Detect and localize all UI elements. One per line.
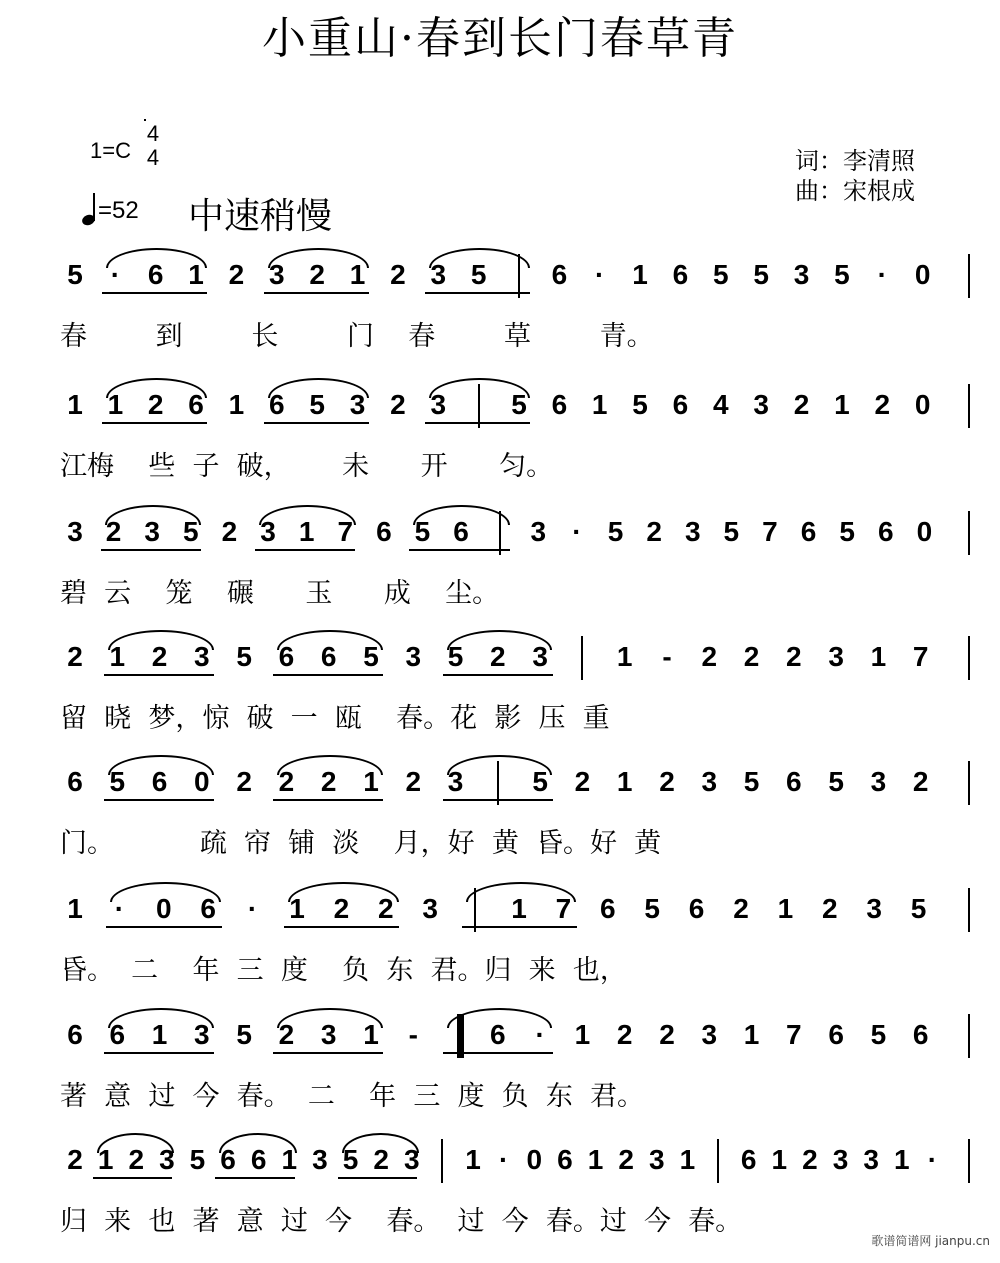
note: 5: [447, 641, 464, 672]
note: 2: [616, 1019, 633, 1050]
note: 6: [877, 516, 894, 547]
beam-line: [273, 799, 383, 801]
note: 2: [701, 641, 718, 672]
note: 3: [194, 641, 210, 672]
tempo-marking: [82, 195, 139, 225]
beam-line: [273, 1052, 383, 1054]
note: 5: [713, 259, 729, 290]
lyrics-line: 著 意 过 今 春。 二 年 三 度 负 东 君。: [60, 1081, 644, 1112]
note: 1: [870, 641, 887, 672]
note: 6: [800, 516, 817, 547]
note: 2: [151, 641, 168, 672]
note: 2: [574, 766, 591, 797]
note: 3: [269, 259, 285, 290]
slur: [106, 378, 207, 398]
note: 6: [67, 766, 83, 797]
note: ·: [877, 259, 887, 290]
note: 6: [672, 259, 689, 290]
note: 2: [659, 766, 675, 797]
note: 1: [587, 1144, 604, 1175]
note: 6: [453, 516, 469, 547]
note: 5: [644, 893, 660, 924]
note: 5: [910, 893, 927, 924]
note: 3: [447, 766, 464, 797]
note: 2: [390, 389, 406, 420]
note: 1: [679, 1144, 696, 1175]
beam-line: [443, 674, 553, 676]
time-signature-bottom: 4: [146, 145, 160, 170]
note: 3: [422, 893, 438, 924]
score-row: [0, 640, 1000, 760]
note: 3: [701, 1019, 718, 1050]
note: 2: [221, 516, 238, 547]
beam-line: [264, 422, 369, 424]
slur: [288, 882, 399, 902]
note: 3: [684, 516, 701, 547]
end-bar-line: [968, 636, 970, 680]
note: 3: [67, 516, 83, 547]
note: 2: [802, 1144, 818, 1175]
note: 6: [600, 893, 616, 924]
note: 1: [574, 1019, 591, 1050]
note: 1: [109, 641, 126, 672]
lyricist: 词：李清照: [795, 147, 915, 175]
end-bar-line: [968, 384, 970, 428]
note: 3: [828, 641, 844, 672]
note: 2: [912, 766, 929, 797]
beam-line: [101, 549, 201, 551]
note: 5: [414, 516, 431, 547]
note: 6: [151, 766, 168, 797]
note: 1: [188, 259, 204, 290]
note: 6: [786, 766, 802, 797]
note: 2: [743, 641, 760, 672]
note: 2: [659, 1019, 675, 1050]
key-signature: 1=C: [90, 138, 131, 163]
note: 6: [188, 389, 204, 420]
note: 7: [786, 1019, 802, 1050]
note: 1: [298, 516, 315, 547]
lyrics-line: 归 来 也 著 意 过 今 春。 过 今 春。过 今 春。: [60, 1206, 743, 1237]
credits: [795, 146, 915, 206]
end-bar-line: [968, 254, 970, 298]
note: 1: [228, 389, 245, 420]
note: 1: [511, 893, 527, 924]
beam-line: [284, 926, 399, 928]
note: 0: [194, 766, 210, 797]
note: 0: [526, 1144, 543, 1175]
note: 2: [147, 389, 164, 420]
note: 3: [194, 1019, 210, 1050]
beam-line: [104, 799, 214, 801]
watermark: 歌谱简谱网 jianpu.cn: [871, 1234, 990, 1248]
note: 0: [156, 893, 172, 924]
note: 5: [363, 641, 379, 672]
time-signature: [144, 122, 162, 170]
note: 3: [312, 1144, 328, 1175]
note: 6: [490, 1019, 506, 1050]
note: -: [408, 1019, 418, 1050]
note: 7: [337, 516, 354, 547]
slur: [466, 882, 577, 902]
end-bar-line: [968, 511, 970, 555]
lyrics-line: 昏。 二 年 三 度 负 东 君。归 来 也，: [60, 955, 627, 986]
score-row: [0, 892, 1000, 1012]
note: 5: [870, 1019, 887, 1050]
note: 6: [109, 1019, 126, 1050]
beam-line: [462, 926, 577, 928]
beam-line: [106, 926, 221, 928]
note: 1: [591, 389, 608, 420]
note: 1: [465, 1144, 481, 1175]
note: 5: [839, 516, 855, 547]
beam-line: [102, 292, 207, 294]
note: 7: [912, 641, 929, 672]
note: ·: [927, 1144, 938, 1175]
note: 6: [557, 1144, 573, 1175]
note: 2: [822, 893, 838, 924]
note: 1: [834, 389, 850, 420]
slur: [268, 248, 369, 268]
speed-marking: 中速稍慢: [188, 196, 333, 237]
note: 2: [105, 516, 122, 547]
note: 0: [914, 389, 931, 420]
note: 1: [107, 389, 124, 420]
note: 2: [309, 259, 325, 290]
note: 1: [632, 259, 648, 290]
note: 3: [349, 389, 366, 420]
note: 6: [912, 1019, 929, 1050]
note: 1: [363, 1019, 379, 1050]
slur: [429, 378, 530, 398]
bar-line: [717, 1139, 719, 1183]
note: 2: [390, 259, 406, 290]
note: ·: [499, 1144, 509, 1175]
note: 2: [67, 1144, 83, 1175]
song-title: 小重山·春到长门春草青: [262, 13, 738, 64]
note: 0: [914, 259, 931, 290]
bar-line: [441, 1139, 443, 1183]
note: 5: [109, 766, 126, 797]
note: 3: [648, 1144, 665, 1175]
note: 2: [236, 766, 252, 797]
note: 2: [786, 641, 802, 672]
slur: [259, 505, 356, 525]
note: 5: [834, 259, 850, 290]
note: 1: [67, 893, 83, 924]
note: 3: [405, 641, 422, 672]
beam-line: [409, 549, 509, 551]
note: 5: [236, 1019, 252, 1050]
note: 2: [320, 766, 337, 797]
beam-line: [443, 1052, 553, 1054]
note: 3: [260, 516, 276, 547]
score-row: [0, 515, 1000, 635]
note: 5: [632, 389, 648, 420]
note: ·: [572, 516, 582, 547]
tempo-value: =52: [98, 197, 139, 224]
note: 3: [793, 259, 810, 290]
bar-line: [581, 636, 583, 680]
beam-line: [264, 292, 369, 294]
note: 0: [916, 516, 933, 547]
note: 3: [430, 259, 447, 290]
note: 2: [67, 641, 83, 672]
beam-line: [104, 1052, 214, 1054]
note: 7: [555, 893, 572, 924]
note: 1: [743, 1019, 760, 1050]
note: 2: [373, 1144, 389, 1175]
note: 6: [551, 389, 568, 420]
note: 3: [832, 1144, 849, 1175]
note: 5: [189, 1144, 206, 1175]
note: 3: [753, 389, 769, 420]
note: 5: [753, 259, 769, 290]
beam-line: [93, 1177, 173, 1179]
note: 1: [151, 1019, 168, 1050]
slur: [105, 505, 202, 525]
note: 1: [616, 641, 633, 672]
slur: [429, 248, 530, 268]
note: 3: [144, 516, 160, 547]
note: 5: [183, 516, 199, 547]
note: 2: [278, 766, 295, 797]
slur: [413, 505, 510, 525]
end-bar-line: [968, 888, 970, 932]
note: 6: [551, 259, 568, 290]
note: 1: [281, 1144, 298, 1175]
note: 5: [470, 259, 487, 290]
note: 3: [532, 641, 548, 672]
beam-line: [104, 674, 214, 676]
end-bar-line: [968, 761, 970, 805]
note: 2: [618, 1144, 634, 1175]
note: 1: [97, 1144, 114, 1175]
note: 3: [866, 893, 882, 924]
note: 2: [228, 259, 245, 290]
beam-line: [425, 292, 530, 294]
note: 6: [320, 641, 337, 672]
note: 3: [870, 766, 887, 797]
note: 6: [828, 1019, 844, 1050]
note: 6: [672, 389, 689, 420]
note: 5: [236, 641, 252, 672]
note: 6: [147, 259, 164, 290]
note: 5: [743, 766, 760, 797]
note: ·: [595, 259, 605, 290]
note: 1: [777, 893, 794, 924]
note: 3: [863, 1144, 879, 1175]
note: 2: [278, 1019, 295, 1050]
note: 6: [376, 516, 392, 547]
note: 1: [771, 1144, 788, 1175]
note: 3: [159, 1144, 175, 1175]
score-row: [0, 388, 1000, 508]
note: 1: [616, 766, 633, 797]
note: 3: [320, 1019, 337, 1050]
note: 5: [532, 766, 548, 797]
beam-line: [443, 799, 553, 801]
score-row: [0, 765, 1000, 885]
note: 2: [793, 389, 810, 420]
composer: 曲：宋根成: [795, 177, 915, 205]
note: 4: [713, 389, 729, 420]
note: 1: [289, 893, 305, 924]
lyrics-line: 江梅 些 子 破， 未 开 匀。: [60, 451, 554, 482]
lyrics-line: 留 晓 梦，惊 破 一 瓯 春。花 影 压 重: [60, 703, 610, 734]
score-row: [0, 1018, 1000, 1138]
note: ·: [247, 893, 258, 924]
note: ·: [110, 259, 121, 290]
note: 2: [128, 1144, 145, 1175]
note: 2: [378, 893, 394, 924]
slur: [110, 882, 221, 902]
note: 7: [762, 516, 778, 547]
time-signature-top: 4: [146, 121, 160, 146]
note: ·: [535, 1019, 545, 1050]
note: 5: [309, 389, 325, 420]
note: 6: [250, 1144, 267, 1175]
note: 6: [269, 389, 285, 420]
note: 6: [200, 893, 216, 924]
note: 1: [67, 389, 83, 420]
lyrics-line: 春 到 长 门 春 草 青。: [60, 321, 654, 352]
note: 6: [220, 1144, 236, 1175]
note: 1: [349, 259, 366, 290]
score-row: [0, 258, 1000, 378]
slur: [106, 248, 207, 268]
slur: [268, 378, 369, 398]
note: ·: [114, 893, 125, 924]
note: 2: [874, 389, 891, 420]
note: 3: [404, 1144, 420, 1175]
lyrics-line: 碧 云 笼 碾 玉 成 尘。: [60, 578, 500, 609]
note: 3: [530, 516, 547, 547]
note: 6: [740, 1144, 757, 1175]
note: 5: [828, 766, 844, 797]
beam-line: [102, 422, 207, 424]
note: 1: [893, 1144, 910, 1175]
note: 2: [490, 641, 506, 672]
note: 6: [67, 1019, 83, 1050]
beam-line: [338, 1177, 418, 1179]
score-row: [0, 1143, 1000, 1263]
note: 3: [430, 389, 447, 420]
note: 5: [342, 1144, 359, 1175]
note: 5: [723, 516, 740, 547]
note: 2: [646, 516, 662, 547]
beam-line: [425, 422, 530, 424]
note: 2: [405, 766, 422, 797]
end-bar-line: [968, 1139, 970, 1183]
beam-line: [273, 674, 383, 676]
note: -: [662, 641, 672, 672]
note: 3: [701, 766, 718, 797]
time-signature-bar: [144, 119, 146, 121]
note: 5: [511, 389, 527, 420]
note: 5: [67, 259, 83, 290]
note: 6: [278, 641, 295, 672]
end-bar-line: [968, 1014, 970, 1058]
note: 1: [363, 766, 379, 797]
lyrics-line: 门。 疏 帘 铺 淡 月，好 黄 昏。好 黄: [60, 828, 662, 859]
note: 5: [607, 516, 624, 547]
note: 2: [333, 893, 350, 924]
note: 6: [688, 893, 705, 924]
beam-line: [255, 549, 355, 551]
beam-line: [215, 1177, 295, 1179]
note: 2: [733, 893, 749, 924]
quarter-note-icon: [82, 195, 98, 225]
